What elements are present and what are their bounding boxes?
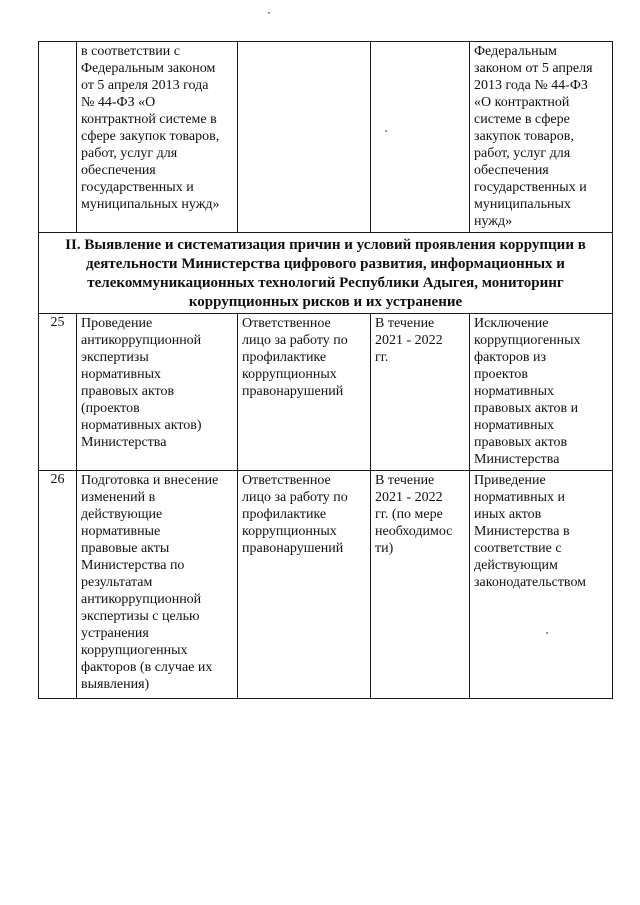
responsible-cell: Ответственное лицо за работу по профилактике коррупционных правонарушений — [238, 314, 371, 471]
responsible-cell — [238, 42, 371, 233]
result-cell: Федеральным законом от 5 апреля 2013 года № 44-ФЗ «О контрактной системе в сфере закупок товаров, работ, услуг для обеспечения государственных и муниципальных нужд» — [470, 42, 613, 233]
event-cell: Подготовка и внесение изменений в действующие нормативные правовые акты Министерства по результатам антикоррупционной экспертизы с целью устранения коррупциогенных факторов (в случае их выявления) — [77, 471, 238, 699]
responsible-cell: Ответственное лицо за работу по профилактике коррупционных правонарушений — [238, 471, 371, 699]
row-number — [39, 42, 77, 233]
event-cell: Проведение антикоррупционной экспертизы нормативных правовых актов (проектов нормативных актов) Министерства — [77, 314, 238, 471]
event-cell: в соответствии с Федеральным законом от 5 апреля 2013 года № 44-ФЗ «О контрактной системе в сфере закупок товаров, работ, услуг для обеспечения государственных и муниципальных нужд» — [77, 42, 238, 233]
deadline-cell — [371, 42, 470, 233]
table-row — [39, 471, 613, 699]
result-cell: Исключение коррупциогенных факторов из проектов нормативных правовых актов и нормативных правовых актов Министерства — [470, 314, 613, 471]
measures-table — [38, 41, 613, 699]
deadline-cell: В течение 2021 - 2022 гг. (по мере необходимос ти) — [371, 471, 470, 699]
table-row — [39, 314, 613, 471]
deadline-cell: В течение 2021 - 2022 гг. — [371, 314, 470, 471]
row-number: 25 — [39, 314, 77, 471]
section-heading-row — [39, 233, 613, 314]
result-cell: Приведение нормативных и иных актов Министерства в соответствие с действующим законодательством — [470, 471, 613, 699]
row-number: 26 — [39, 471, 77, 699]
section-title: II. Выявление и систематизация причин и условий проявления коррупции в деятельности Министерства цифрового развития, информационных и телекоммуникационных технологий Республики Адыгея, мониторинг коррупционных рисков и их устранение — [39, 233, 613, 314]
table-row-continued — [39, 42, 613, 233]
scan-speck — [268, 12, 270, 14]
